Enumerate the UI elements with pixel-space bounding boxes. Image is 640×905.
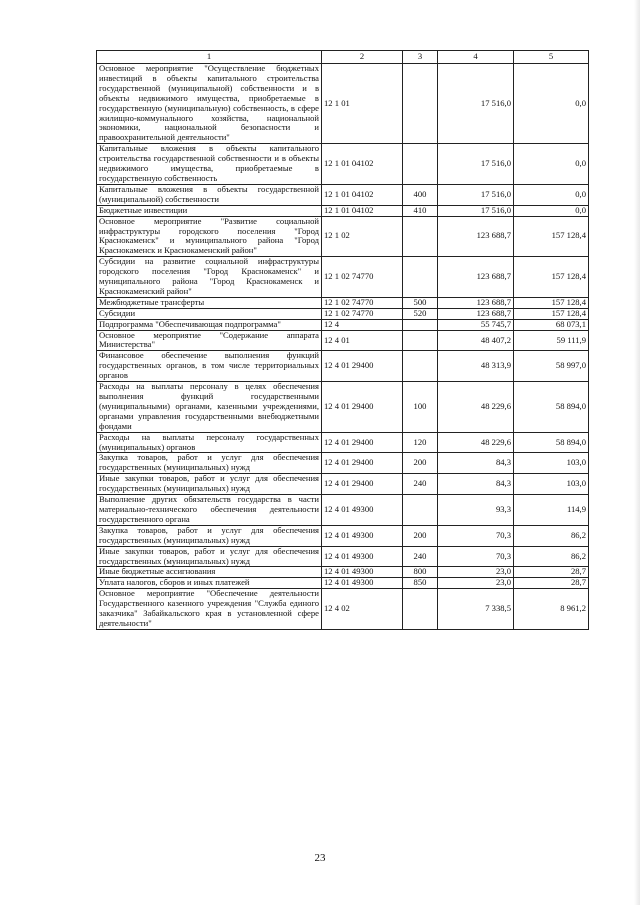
cell-code: 12 4 01 49300 <box>322 546 403 567</box>
cell-v1: 123 688,7 <box>438 216 514 257</box>
cell-vr: 400 <box>403 184 438 205</box>
cell-code: 12 1 02 74770 <box>322 297 403 308</box>
cell-v1: 17 516,0 <box>438 205 514 216</box>
cell-code: 12 4 02 <box>322 589 403 630</box>
cell-vr: 240 <box>403 474 438 495</box>
cell-name: Субсидии <box>97 308 322 319</box>
cell-vr <box>403 330 438 351</box>
cell-v1: 7 338,5 <box>438 589 514 630</box>
cell-v1: 17 516,0 <box>438 184 514 205</box>
cell-code: 12 4 01 49300 <box>322 578 403 589</box>
cell-vr: 850 <box>403 578 438 589</box>
cell-v2: 86,2 <box>514 546 589 567</box>
table-row <box>97 351 589 382</box>
cell-v2: 114,9 <box>514 495 589 526</box>
table-row <box>97 216 589 257</box>
table-row <box>97 589 589 630</box>
table-row <box>97 308 589 319</box>
cell-name: Капитальные вложения в объекты капитального строительства государственной собственности и в объекты недвижимого имущества, приобретаемые в государственную собственность <box>97 144 322 185</box>
table-row <box>97 257 589 298</box>
cell-name: Финансовое обеспечение выполнения функций государственных органов, в том числе территориальных органов <box>97 351 322 382</box>
cell-code: 12 4 01 29400 <box>322 453 403 474</box>
cell-v2: 28,7 <box>514 578 589 589</box>
table-row <box>97 495 589 526</box>
cell-vr <box>403 64 438 144</box>
cell-vr <box>403 144 438 185</box>
cell-name: Выполнение других обязательств государства в части материально-технического обеспечения деятельности государственного органа <box>97 495 322 526</box>
cell-v1: 123 688,7 <box>438 297 514 308</box>
cell-code: 12 4 01 49300 <box>322 567 403 578</box>
cell-name: Иные закупки товаров, работ и услуг для обеспечения государственных (муниципальных) нужд <box>97 546 322 567</box>
cell-name: Иные закупки товаров, работ и услуг для обеспечения государственных (муниципальных) нужд <box>97 474 322 495</box>
cell-code: 12 1 01 <box>322 64 403 144</box>
cell-vr <box>403 319 438 330</box>
cell-code: 12 4 01 29400 <box>322 351 403 382</box>
cell-v2: 0,0 <box>514 184 589 205</box>
cell-name: Бюджетные инвестиции <box>97 205 322 216</box>
cell-name: Закупка товаров, работ и услуг для обеспечения государственных (муниципальных) нужд <box>97 525 322 546</box>
table-row <box>97 453 589 474</box>
cell-vr: 120 <box>403 432 438 453</box>
cell-vr: 800 <box>403 567 438 578</box>
header-col-5: 5 <box>514 51 589 64</box>
cell-v2: 157 128,4 <box>514 308 589 319</box>
cell-v2: 58 997,0 <box>514 351 589 382</box>
cell-v2: 59 111,9 <box>514 330 589 351</box>
page-number: 23 <box>314 852 326 864</box>
cell-name: Основное мероприятие "Обеспечение деятельности Государственного казенного учреждения "Служба единого заказчика" Забайкальского края в установленной сфере деятельности" <box>97 589 322 630</box>
cell-code: 12 1 01 04102 <box>322 144 403 185</box>
table-header-row <box>97 51 589 64</box>
table-row <box>97 546 589 567</box>
cell-name: Расходы на выплаты персоналу государственных (муниципальных) органов <box>97 432 322 453</box>
cell-vr <box>403 216 438 257</box>
header-col-4: 4 <box>438 51 514 64</box>
table-row <box>97 578 589 589</box>
table-row <box>97 205 589 216</box>
cell-name: Иные бюджетные ассигнования <box>97 567 322 578</box>
cell-v1: 123 688,7 <box>438 308 514 319</box>
cell-code: 12 1 02 <box>322 216 403 257</box>
cell-v2: 103,0 <box>514 474 589 495</box>
cell-name: Основное мероприятие "Содержание аппарата Министерства" <box>97 330 322 351</box>
table-row <box>97 382 589 433</box>
cell-code: 12 4 01 29400 <box>322 474 403 495</box>
header-col-2: 2 <box>322 51 403 64</box>
cell-v2: 0,0 <box>514 64 589 144</box>
budget-table <box>96 50 589 630</box>
cell-v1: 17 516,0 <box>438 64 514 144</box>
cell-code: 12 4 01 49300 <box>322 525 403 546</box>
cell-name: Капитальные вложения в объекты государственной (муниципальной) собственности <box>97 184 322 205</box>
cell-v1: 123 688,7 <box>438 257 514 298</box>
table-row <box>97 432 589 453</box>
cell-v2: 157 128,4 <box>514 216 589 257</box>
cell-v1: 23,0 <box>438 578 514 589</box>
cell-vr <box>403 257 438 298</box>
cell-vr: 240 <box>403 546 438 567</box>
cell-v2: 58 894,0 <box>514 432 589 453</box>
header-col-3: 3 <box>403 51 438 64</box>
cell-name: Подпрограмма "Обеспечивающая подпрограмма" <box>97 319 322 330</box>
cell-v2: 58 894,0 <box>514 382 589 433</box>
cell-name: Субсидии на развитие социальной инфраструктуры городского поселения "Город Краснокаменск" и муниципального района "Город Краснокаменск и Краснокаменский район" <box>97 257 322 298</box>
cell-code: 12 4 01 29400 <box>322 382 403 433</box>
cell-name: Основное мероприятие "Развитие социальной инфраструктуры городского поселения "Город Краснокаменск" и муниципального района "Город Краснокаменск и Краснокаменский район" <box>97 216 322 257</box>
cell-name: Закупка товаров, работ и услуг для обеспечения государственных (муниципальных) нужд <box>97 453 322 474</box>
table-row <box>97 474 589 495</box>
cell-v1: 84,3 <box>438 474 514 495</box>
cell-v1: 48 407,2 <box>438 330 514 351</box>
table-row <box>97 319 589 330</box>
cell-v2: 68 073,1 <box>514 319 589 330</box>
cell-name: Расходы на выплаты персоналу в целях обеспечения выполнения функций государственными (муниципальными) органами, казенными учреждениями, органами управления государственными внебюджетными фондами <box>97 382 322 433</box>
cell-v1: 70,3 <box>438 525 514 546</box>
cell-code: 12 1 01 04102 <box>322 205 403 216</box>
cell-name: Основное мероприятие "Осуществление бюджетных инвестиций в объекты капитального строительства государственной (муниципальной) собственности и в объекты недвижимого имущества, приобретаемые в государственную (муниципальную) собственность, в сфере жилищно-коммунального хозяйства, национальной экономики, национальной безопасности и правоохранительной деятельности" <box>97 64 322 144</box>
scan-edge <box>634 0 640 905</box>
cell-v2: 157 128,4 <box>514 257 589 298</box>
cell-v1: 48 229,6 <box>438 432 514 453</box>
cell-vr <box>403 351 438 382</box>
header-col-1: 1 <box>97 51 322 64</box>
cell-vr: 200 <box>403 453 438 474</box>
table-row <box>97 525 589 546</box>
cell-v1: 84,3 <box>438 453 514 474</box>
table-row <box>97 297 589 308</box>
cell-v1: 93,3 <box>438 495 514 526</box>
cell-name: Уплата налогов, сборов и иных платежей <box>97 578 322 589</box>
cell-v2: 28,7 <box>514 567 589 578</box>
cell-code: 12 1 01 04102 <box>322 184 403 205</box>
cell-vr: 500 <box>403 297 438 308</box>
cell-v2: 157 128,4 <box>514 297 589 308</box>
cell-name: Межбюджетные трансферты <box>97 297 322 308</box>
cell-v2: 103,0 <box>514 453 589 474</box>
cell-vr: 200 <box>403 525 438 546</box>
cell-v2: 8 961,2 <box>514 589 589 630</box>
cell-code: 12 4 01 <box>322 330 403 351</box>
cell-code: 12 1 02 74770 <box>322 257 403 298</box>
cell-v1: 17 516,0 <box>438 144 514 185</box>
cell-code: 12 4 <box>322 319 403 330</box>
table-row <box>97 567 589 578</box>
table-row <box>97 64 589 144</box>
table-row <box>97 330 589 351</box>
cell-code: 12 4 01 49300 <box>322 495 403 526</box>
cell-v1: 70,3 <box>438 546 514 567</box>
table-row <box>97 144 589 185</box>
cell-v2: 0,0 <box>514 144 589 185</box>
cell-vr <box>403 589 438 630</box>
cell-v2: 0,0 <box>514 205 589 216</box>
cell-vr: 100 <box>403 382 438 433</box>
cell-vr: 520 <box>403 308 438 319</box>
cell-v1: 55 745,7 <box>438 319 514 330</box>
cell-v1: 48 229,6 <box>438 382 514 433</box>
cell-v1: 23,0 <box>438 567 514 578</box>
cell-vr: 410 <box>403 205 438 216</box>
cell-code: 12 1 02 74770 <box>322 308 403 319</box>
table-row <box>97 184 589 205</box>
cell-v2: 86,2 <box>514 525 589 546</box>
cell-v1: 48 313,9 <box>438 351 514 382</box>
cell-code: 12 4 01 29400 <box>322 432 403 453</box>
cell-vr <box>403 495 438 526</box>
